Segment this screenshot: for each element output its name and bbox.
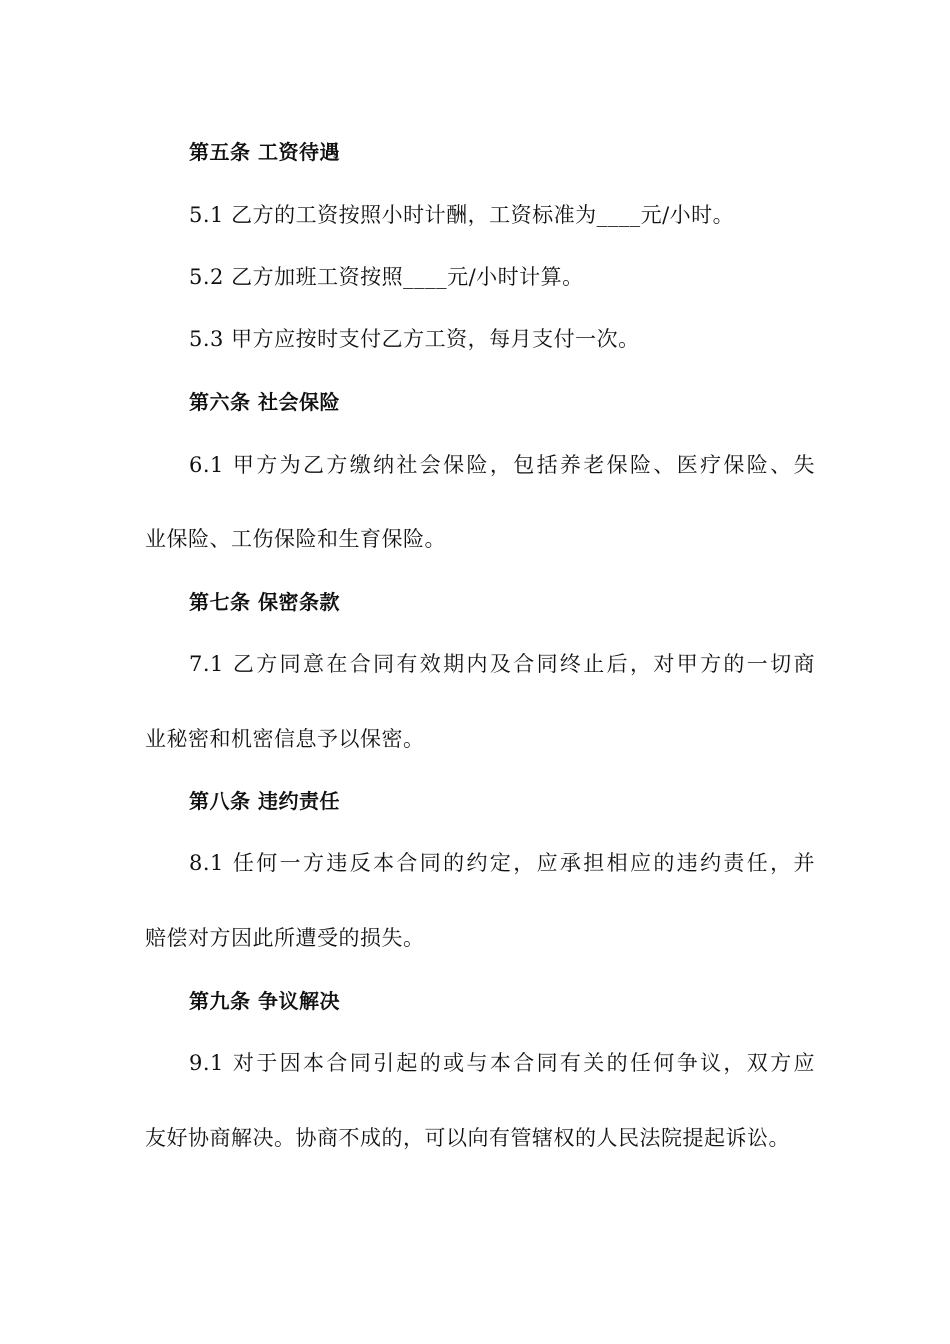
clause-9-1-line-2: 友好协商解决。协商不成的，可以向有管辖权的人民法院提起诉讼。 [145,1126,790,1150]
clause-5-2: 5.2 乙方加班工资按照____元/小时计算。 [189,265,584,289]
section-heading-8: 第八条 违约责任 [189,789,340,813]
clause-5-3: 5.3 甲方应按时支付乙方工资，每月支付一次。 [189,327,640,351]
clause-9-1-line-1: 9.1 对于因本合同引起的或与本合同有关的任何争议，双方应 [189,1051,815,1075]
section-heading-5: 第五条 工资待遇 [189,140,340,164]
clause-5-1: 5.1 乙方的工资按照小时计酬，工资标准为____元/小时。 [189,203,735,227]
clause-7-1-line-1: 7.1 乙方同意在合同有效期内及合同终止后，对甲方的一切商 [189,652,815,676]
clause-8-1-line-1: 8.1 任何一方违反本合同的约定，应承担相应的违约责任，并 [189,851,815,875]
clause-8-1-line-2: 赔偿对方因此所遭受的损失。 [145,926,425,950]
clause-7-1-line-2: 业秘密和机密信息予以保密。 [145,727,425,751]
clause-6-1-line-1: 6.1 甲方为乙方缴纳社会保险，包括养老保险、医疗保险、失 [189,453,815,477]
section-heading-6: 第六条 社会保险 [189,390,340,414]
clause-6-1-line-2: 业保险、工伤保险和生育保险。 [145,527,446,551]
section-heading-7: 第七条 保密条款 [189,590,340,614]
section-heading-9: 第九条 争议解决 [189,989,340,1013]
